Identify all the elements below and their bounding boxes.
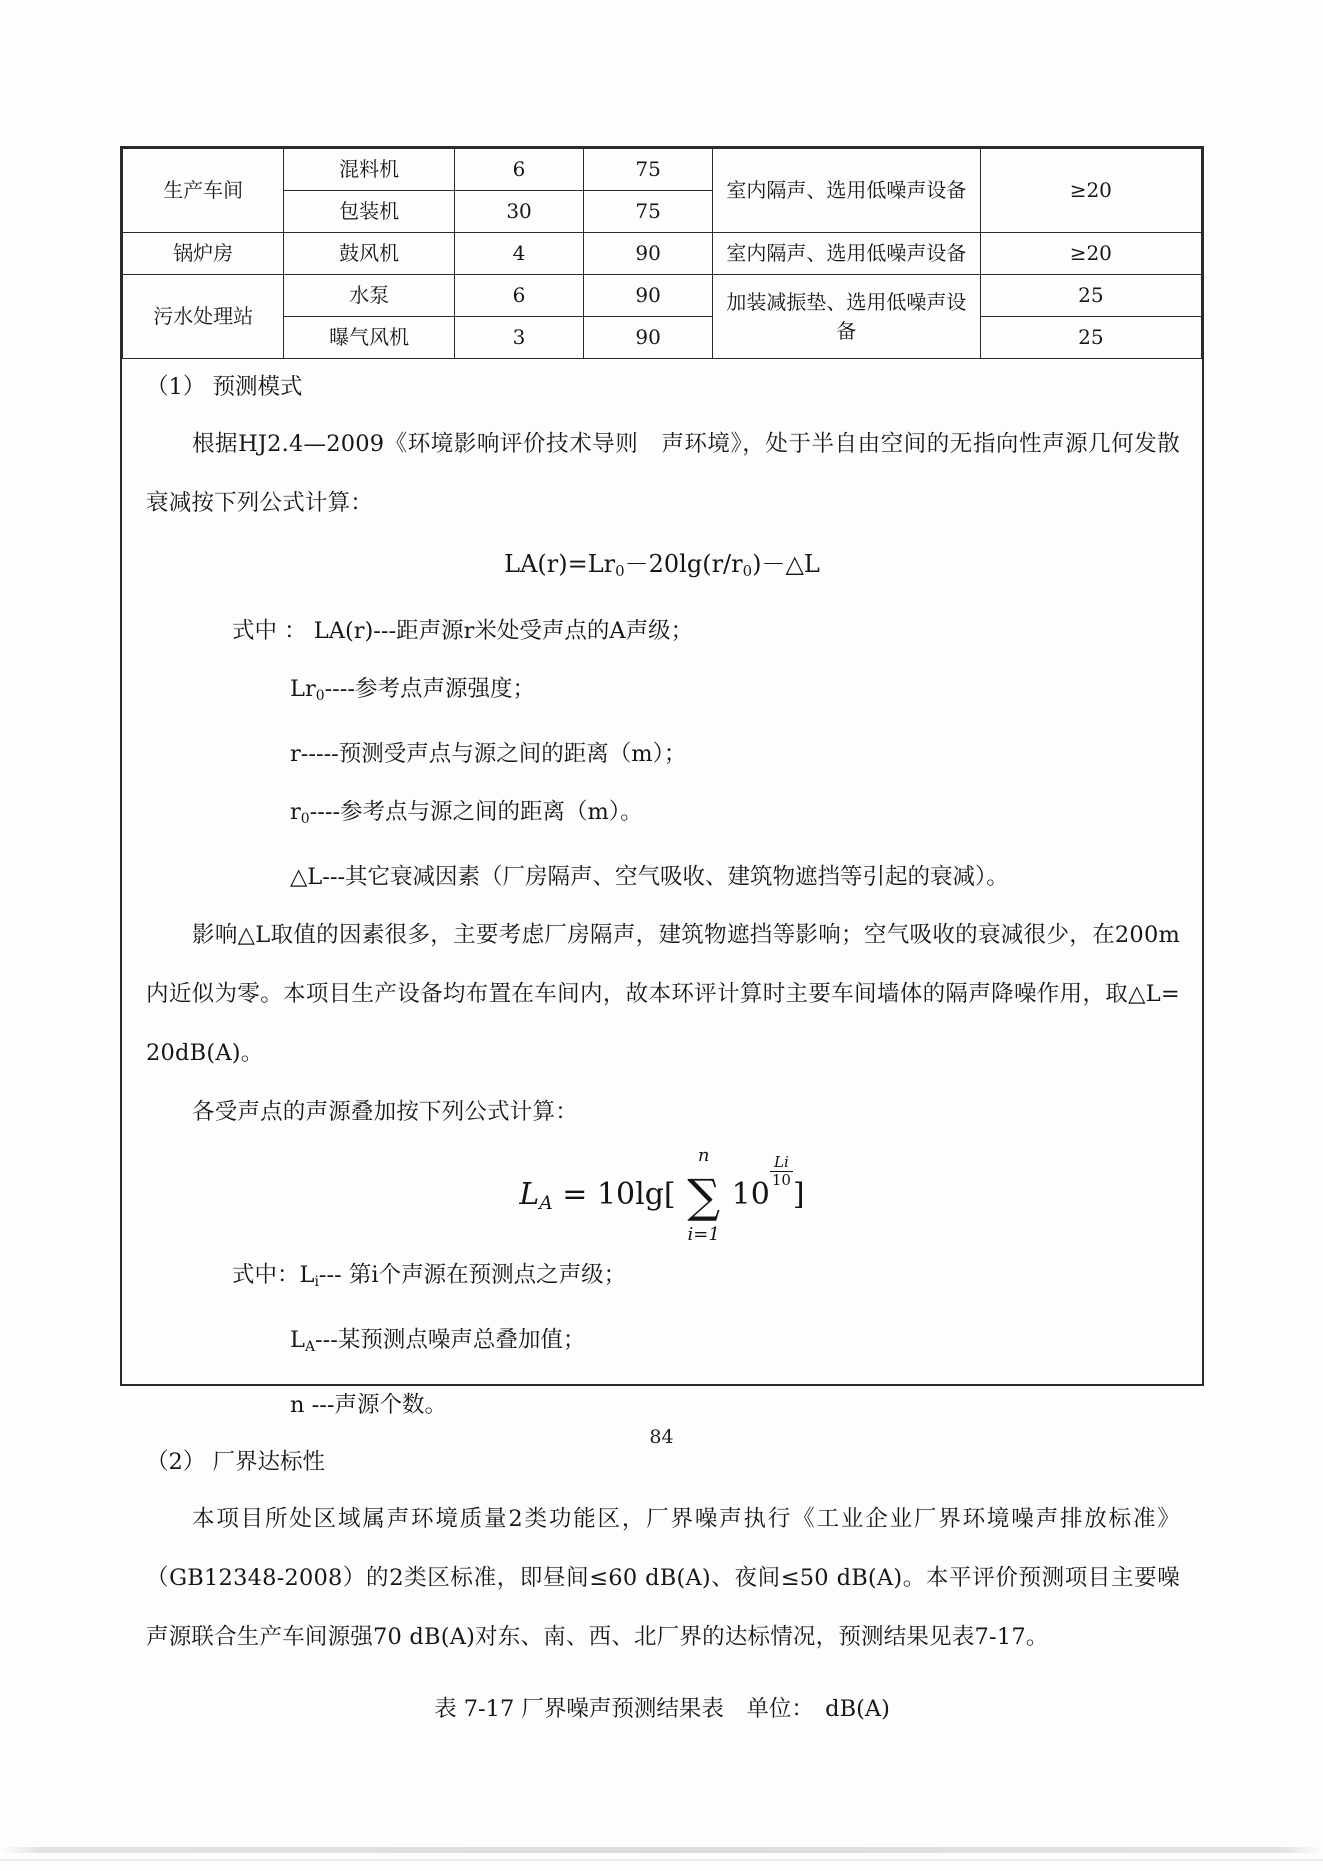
- definition-r: r-----预测受声点与源之间的距离（m）；: [290, 741, 687, 768]
- cell-attenuation: 25: [980, 317, 1201, 359]
- cell-count: 4: [454, 233, 583, 275]
- cell-area: 生产车间: [123, 149, 284, 233]
- definition-lr0: [122, 660, 1202, 725]
- definition-text: ---某预测点噪声总叠加值；: [315, 1326, 586, 1353]
- section-2-heading: （2） 厂界达标性: [146, 1448, 325, 1475]
- formula-subscript-A: A: [539, 1192, 553, 1214]
- formula-subscript: 0: [742, 562, 753, 581]
- definition-r0: [122, 783, 1202, 848]
- cell-level: 90: [584, 275, 713, 317]
- definition-li: [122, 1246, 1202, 1311]
- cell-count: 30: [454, 191, 583, 233]
- definition-text: ----参考点声源强度；: [324, 676, 535, 703]
- formula-geometric-attenuation: [122, 533, 1202, 602]
- cell-equipment: 包装机: [284, 191, 455, 233]
- cell-level: 75: [584, 191, 713, 233]
- definition-text: --- 第i个声源在预测点之声级；: [318, 1261, 627, 1288]
- cell-equipment: 曝气风机: [284, 317, 455, 359]
- cell-measure: 室内隔声、选用低噪声设备: [713, 149, 980, 233]
- summation-operator: [676, 1144, 732, 1245]
- table-7-17-caption: 表 7-17 厂界噪声预测结果表 单位： dB(A): [434, 1695, 890, 1722]
- definition-subscript: 0: [300, 810, 310, 827]
- summation-upper-limit: n: [697, 1144, 710, 1166]
- cell-attenuation: ≥20: [980, 233, 1201, 275]
- definition-subscript: i: [314, 1273, 319, 1290]
- paragraph-boundary-compliance: 本项目所处区域属声环境质量2类功能区，厂界噪声执行《工业企业厂界环境噪声排放标准》（GB12348-2008）的2类区标准，即昼间≤60 dB(A)、夜间≤50 dB(A)。本平评价预测项目主要噪声源联合生产车间源强70 dB(A)对东、南、西、北厂界的达标情况，预测结果见表7-17。: [146, 1505, 1180, 1650]
- formula-subscript: 0: [615, 562, 625, 581]
- scan-bottom-edge: [0, 1847, 1323, 1853]
- summation-lower-limit: i=1: [687, 1223, 720, 1245]
- definition-text: ----参考点与源之间的距离（m）。: [309, 799, 643, 826]
- cell-count: 6: [454, 149, 583, 191]
- scan-bottom-edge-secondary: [0, 1859, 1323, 1861]
- table-row: [123, 149, 1202, 191]
- definition-n: n ---声源个数。: [290, 1391, 447, 1418]
- noise-source-table: [122, 148, 1202, 359]
- paragraph-delta-l-factors: 影响△L取值的因素很多，主要考虑厂房隔声，建筑物遮挡等影响；空气吸收的衰减很少，在200m内近似为零。本项目生产设备均布置在车间内，故本环评计算时主要车间墙体的隔声降噪作用，取△L= 20dB(A)。: [146, 921, 1180, 1066]
- table-row: [123, 275, 1202, 317]
- table-row: [123, 317, 1202, 359]
- definition-la: [122, 1311, 1202, 1376]
- formula-part: －20lg(r/r: [624, 550, 743, 578]
- formula-noise-superposition: [122, 1144, 1202, 1245]
- definition-symbol: 式中：L: [232, 1261, 315, 1288]
- cell-level: 75: [584, 149, 713, 191]
- formula-base: 10: [731, 1176, 770, 1212]
- definition-symbol: r: [290, 799, 301, 826]
- cell-level: 90: [584, 233, 713, 275]
- definition-delta-l: △L---其它衰减因素（厂房隔声、空气吸收、建筑物遮挡等引起的衰减）。: [290, 863, 1009, 890]
- formula-equals: =: [562, 1176, 588, 1212]
- cell-equipment: 水泵: [284, 275, 455, 317]
- cell-measure: 加装减振垫、选用低噪声设备: [713, 275, 980, 359]
- cell-measure: 室内隔声、选用低噪声设备: [713, 233, 980, 275]
- section-1-heading: （1） 预测模式: [146, 374, 303, 400]
- page-content: [122, 148, 1202, 1737]
- cell-area: 污水处理站: [123, 275, 284, 359]
- cell-count: 6: [454, 275, 583, 317]
- paragraph-superposition-intro: 各受声点的声源叠加按下列公式计算：: [192, 1098, 578, 1125]
- page-number: 84: [649, 1426, 674, 1448]
- cell-attenuation: 25: [980, 275, 1201, 317]
- definition-symbol: L: [290, 1326, 305, 1353]
- definition-symbol: Lr: [290, 676, 316, 703]
- sigma-icon: ∑: [687, 1168, 721, 1223]
- formula-symbol-L: L: [519, 1176, 540, 1212]
- formula-part: LA(r)=Lr: [504, 550, 616, 578]
- fraction-denominator: 10: [771, 1170, 791, 1189]
- definition-subscript: 0: [315, 688, 325, 705]
- table-row: [123, 233, 1202, 275]
- formula-log: lg[: [635, 1176, 676, 1212]
- cell-equipment: 鼓风机: [284, 233, 455, 275]
- cell-level: 90: [584, 317, 713, 359]
- formula-part: )－△L: [752, 550, 820, 578]
- formula-close-bracket: ]: [792, 1176, 805, 1212]
- fraction-numerator: Li: [773, 1152, 789, 1171]
- definition-subscript: A: [304, 1338, 316, 1355]
- cell-area: 锅炉房: [123, 233, 284, 275]
- formula-exponent-fraction: [770, 1154, 793, 1189]
- paragraph-prediction-model: 根据HJ2.4—2009《环境影响评价技术导则 声环境》，处于半自由空间的无指向性声源几何发散衰减按下列公式计算：: [146, 431, 1180, 516]
- cell-equipment: 混料机: [284, 149, 455, 191]
- formula-coefficient: 10: [596, 1176, 636, 1212]
- cell-attenuation: ≥20: [980, 149, 1201, 233]
- definition-la-r: 式中 ： LA(r)---距声源r米处受声点的A声级；: [232, 618, 694, 645]
- cell-count: 3: [454, 317, 583, 359]
